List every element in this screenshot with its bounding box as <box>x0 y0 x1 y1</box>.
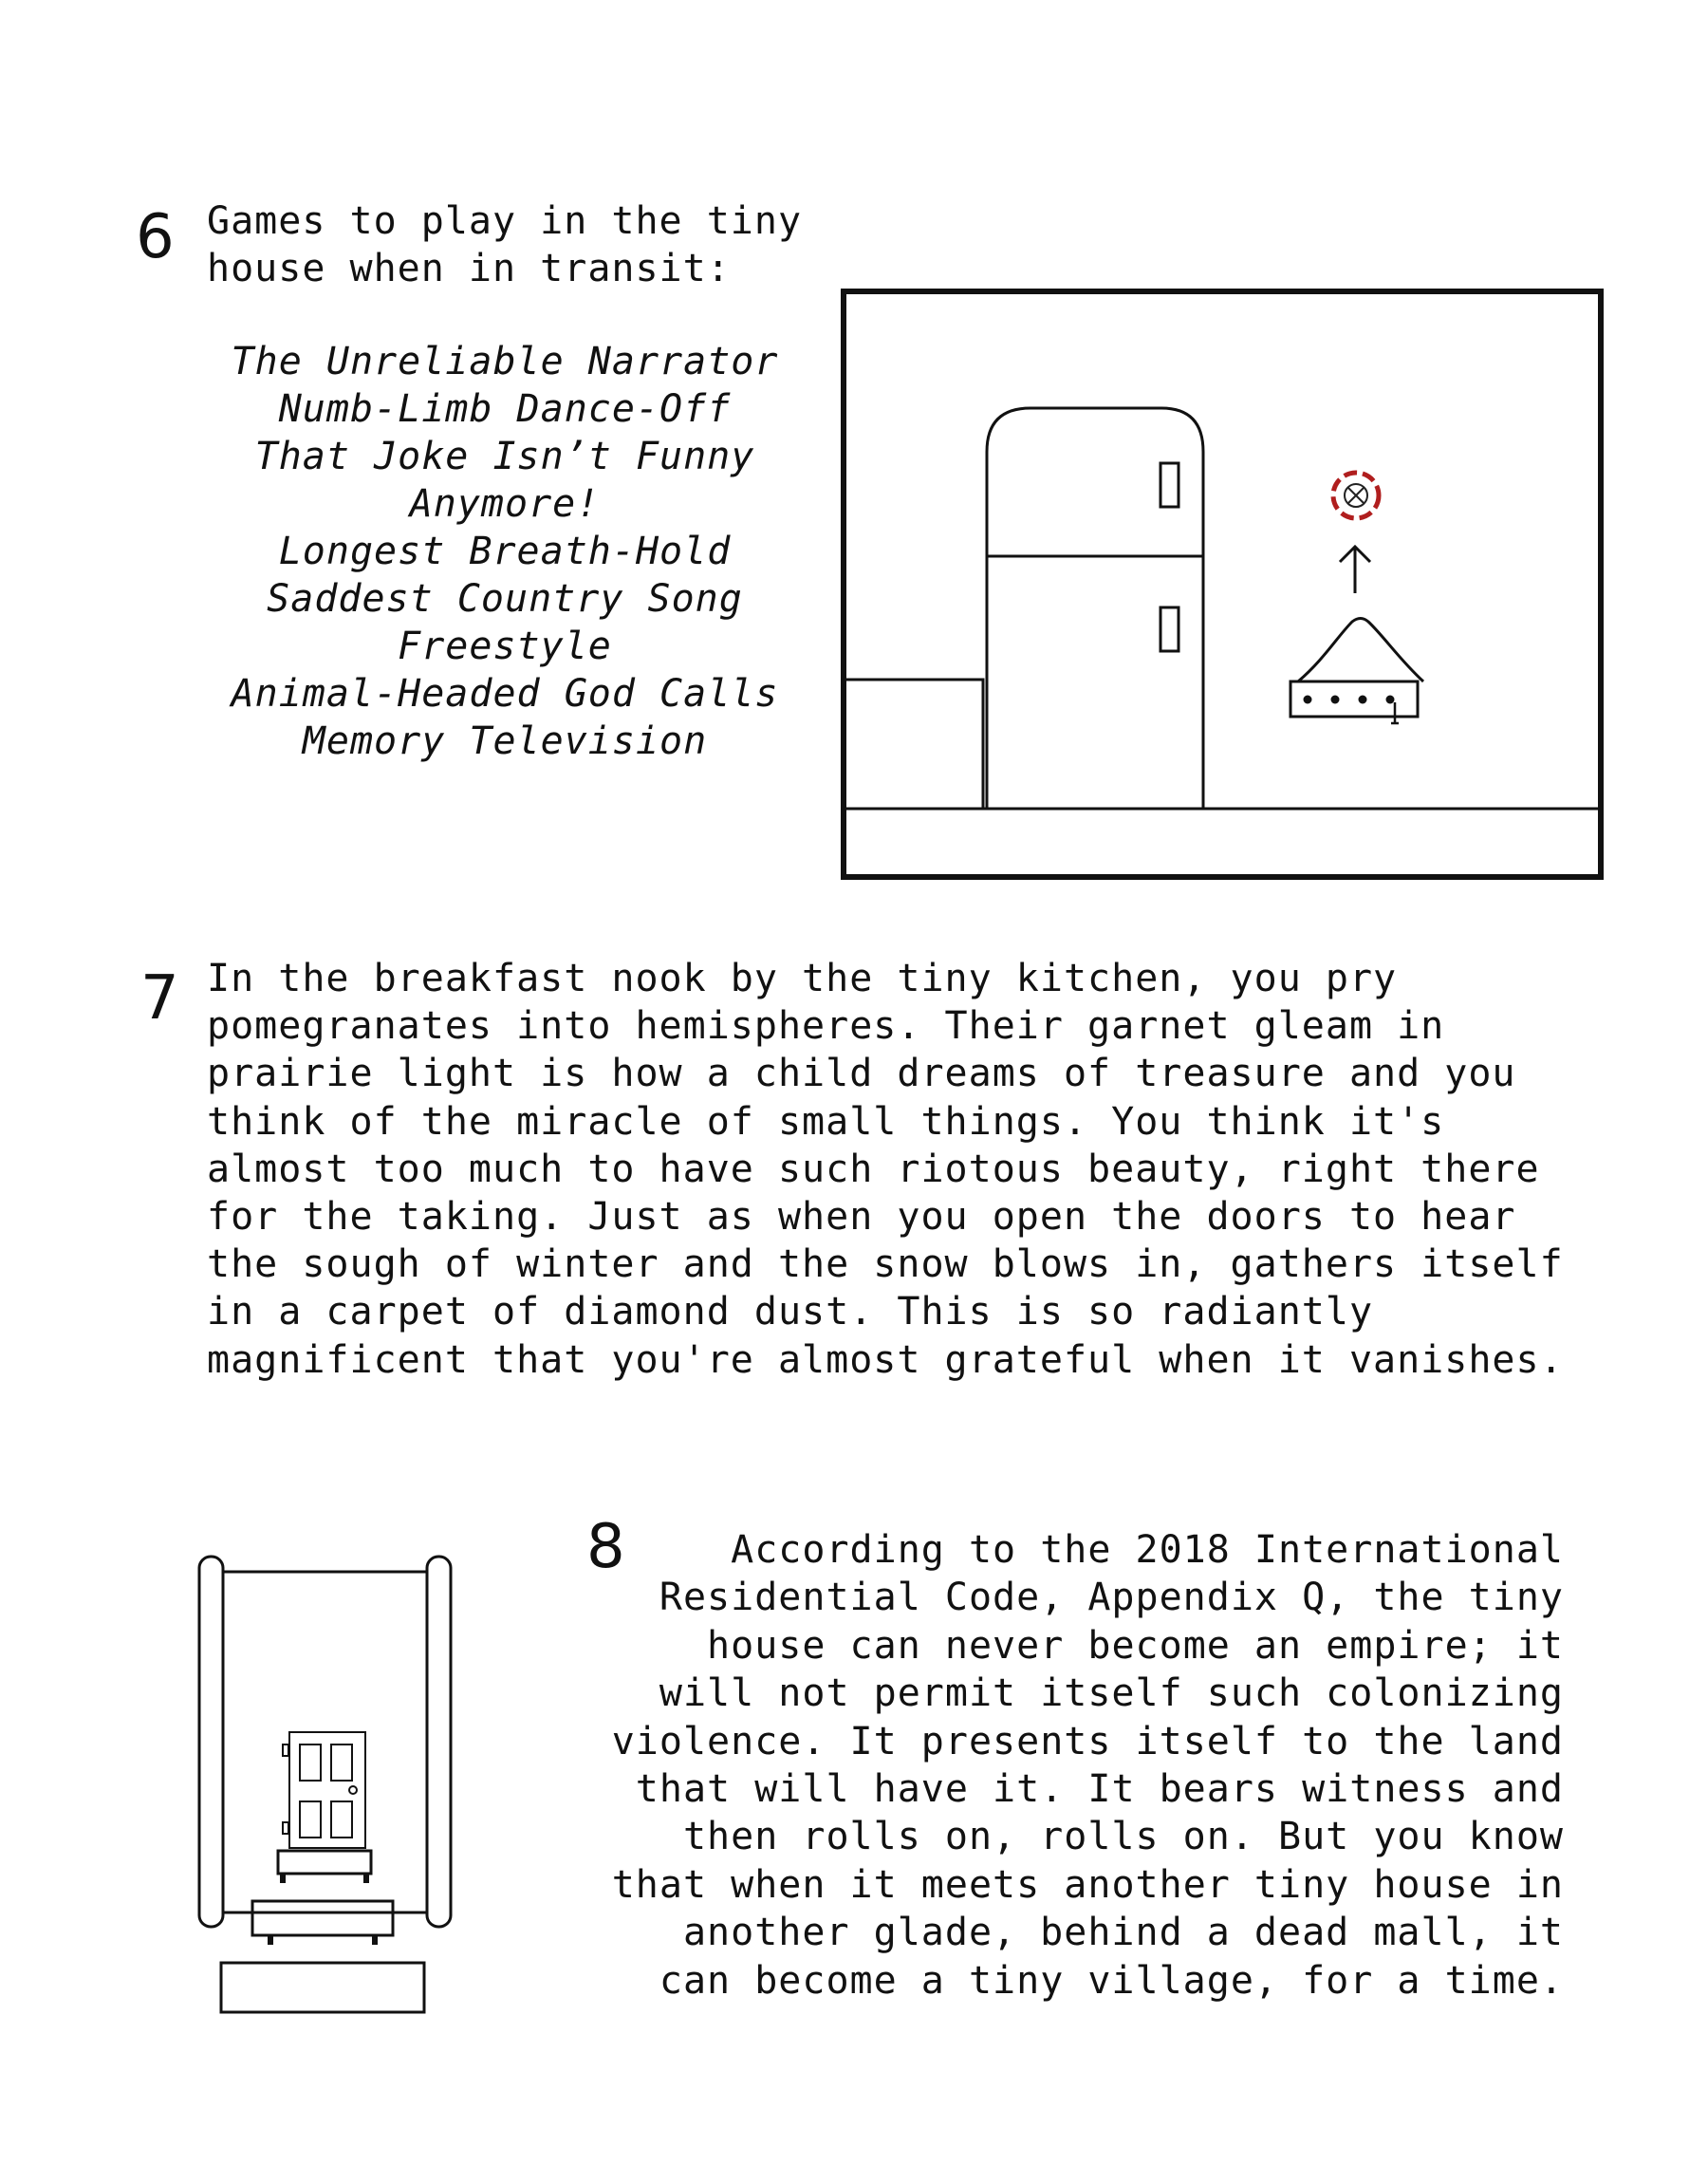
paragraph-line: in a carpet of diamond dust. This is so radiantly <box>207 1290 1374 1334</box>
refrigerator <box>987 408 1203 809</box>
paragraph-line: prairie light is how a child dreams of treasure and you <box>207 1052 1516 1096</box>
game-item: Freestyle <box>398 625 612 668</box>
games-list <box>216 338 793 765</box>
freezer-handle <box>1160 463 1179 507</box>
paragraph-line: that will have it. It bears witness and <box>635 1767 1564 1812</box>
kitchen-frame <box>844 291 1601 877</box>
crossed-circle-target-icon <box>1333 473 1379 518</box>
door <box>289 1732 365 1848</box>
doorway-illustration <box>199 1557 451 2012</box>
section-6-intro: Games to play in the tiny house when in transit: <box>207 199 803 290</box>
door-step <box>278 1851 371 1874</box>
paragraph-line: In the breakfast nook by the tiny kitchen, you pry <box>207 957 1398 1000</box>
game-item: Anymore! <box>409 482 601 526</box>
platform <box>252 1901 393 1935</box>
paragraph-line: According to the 2018 International <box>731 1528 1564 1572</box>
paragraph-line: think of the miracle of small things. You think it's <box>207 1099 1445 1144</box>
paragraph-line: Residential Code, Appendix Q, the tiny <box>659 1576 1564 1620</box>
section-number-7: 7 <box>140 963 179 1034</box>
paragraph-line: for the taking. Just as when you open the doors to hear <box>207 1195 1516 1240</box>
paragraph-line: can become a tiny village, for a time. <box>659 1958 1564 2003</box>
game-item: Numb-Limb Dance-Off <box>278 387 732 431</box>
section-7-paragraph <box>207 955 1573 1384</box>
section-number-8: 8 <box>586 1512 625 1582</box>
lamp-base <box>1290 681 1418 717</box>
fridge-handle <box>1160 607 1179 651</box>
paragraph-line: house can never become an empire; it <box>707 1623 1564 1668</box>
game-item: The Unreliable Narrator <box>231 340 779 383</box>
paragraph-line: almost too much to have such riotous beauty, right there <box>207 1147 1540 1191</box>
pull-cord-icon <box>1391 702 1399 723</box>
game-item: Longest Breath-Hold <box>278 530 732 573</box>
lamp-shade-icon <box>1298 619 1423 682</box>
paragraph-line: pomegranates into hemispheres. Their garnet gleam in <box>207 1004 1445 1049</box>
up-arrow-icon <box>1340 547 1370 593</box>
paragraph-line: then rolls on, rolls on. But you know <box>682 1815 1564 1859</box>
game-item: Saddest Country Song <box>267 577 743 621</box>
paragraph-line: violence. It presents itself to the land <box>611 1719 1564 1763</box>
counter-outline <box>846 680 983 809</box>
right-pillar <box>427 1557 451 1927</box>
section-8-paragraph <box>569 1526 1564 2005</box>
game-item: Memory Television <box>302 719 708 763</box>
paragraph-line: magnificent that you're almost grateful when it vanishes. <box>207 1337 1564 1382</box>
paragraph-line: will not permit itself such colonizing <box>659 1671 1564 1716</box>
left-pillar <box>199 1557 223 1927</box>
paragraph-line: another glade, behind a dead mall, it <box>682 1911 1564 1955</box>
paragraph-line: that when it meets another tiny house in <box>611 1862 1564 1907</box>
paragraph-line: the sough of winter and the snow blows in, gathers itself <box>207 1242 1564 1287</box>
section-number-6: 6 <box>136 202 175 272</box>
base-plinth <box>221 1963 424 2012</box>
game-item: That Joke Isn’t Funny <box>254 435 755 478</box>
game-item: Animal-Headed God Calls <box>231 672 779 716</box>
